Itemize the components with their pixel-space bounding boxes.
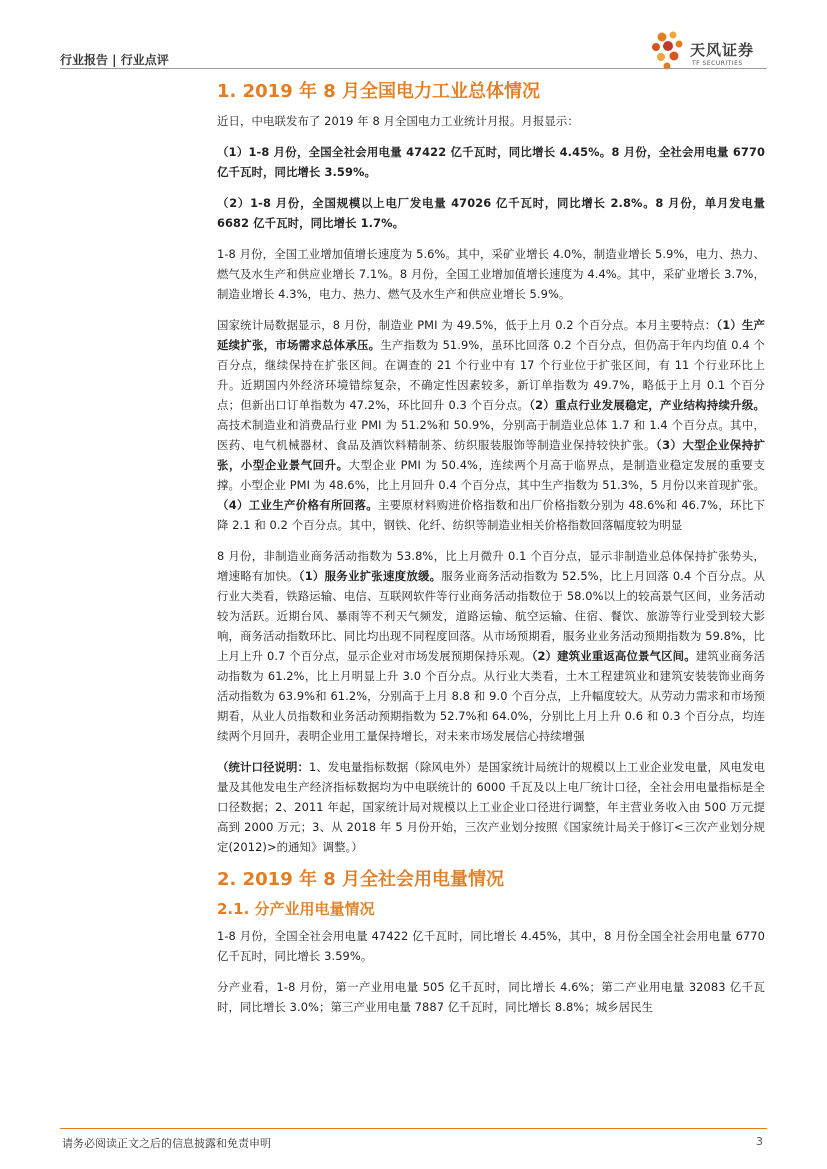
header-breadcrumb: 行业报告 | 行业点评 — [60, 53, 169, 67]
pmi-point-3: （3）大型企业保持扩张，小型企业景气回升。 — [217, 438, 765, 472]
logo-name: 天风证券 — [690, 41, 755, 59]
stat-note-paragraph — [217, 757, 765, 857]
pmi-text-3: 高技术制造业和消费品行业 PMI 为 51.2%和 50.9%，分别高于制造业总体 1.7 和 1.4 个百分点。其中，医药、电气机械器材、食品及酒饮料精制茶、纺织服装服饰等制造业保持较快扩张。 — [217, 418, 765, 452]
header-divider — [60, 68, 767, 69]
logo — [648, 30, 778, 76]
footer-divider — [60, 1128, 767, 1129]
stat-note-label: （统计口径说明： — [217, 760, 310, 774]
industry-paragraph: 1-8 月份，全国工业增加值增长速度为 5.6%。其中，采矿业增长 4.0%，制造业增长 5.9%，电力、热力、燃气及水生产和供应业增长 7.1%。8 月份，全国工业增加值增长速度为 4.4%。其中，采矿业增长 3.7%，制造业增长 4.3%，电力、热力、燃气及水生产和供应业增长 5.9%。 — [217, 247, 765, 301]
pmi-point-1: （1）生产延续扩张，市场需求总体承压。 — [217, 318, 765, 352]
section2-paragraph-1: 1-8 月份，全国全社会用电量 47422 亿千瓦时，同比增长 4.45%，其中，8 月份全国全社会用电量 6770 亿千瓦时，同比增长 3.59%。 — [217, 929, 765, 963]
report-body — [217, 80, 765, 1028]
stat-note-text: 1、发电量指标数据（除风电外）是国家统计局统计的规模以上工业企业发电量，风电发电量及其他发电生产经济指标数据均为中电联统计的 6000 千瓦及以上电厂统计口径，全社会用电量指标是全口径数据；2、2011 年起，国家统计局对规模以上工业企业口径进行调整，年主营业务收入由 500 万元提高到 2000 万元；3、从 2018 年 5 月份开始，三次产业划分按照《国家统计局关于修订<三次产业划分规定(2012)>的通知》调整。） — [217, 760, 765, 854]
pmi-text-2: 生产指数为 51.9%，虽环比回落 0.2 个百分点，但仍高于年内均值 0.4 个百分点，继续保持在扩张区间。在调查的 21 个行业中有 17 个行业位于扩张区间，有 11 个行业环比上升。近期国内外经济环境错综复杂，不确定性因素较多，新订单指数为 49.7%，略低于上月 0.1 个百分点；但新出口订单指数为 47.2%，环比回升 0.3 个百分点。 — [217, 338, 766, 412]
footer-disclaimer: 请务必阅读正文之后的信息披露和免责申明 — [62, 1137, 271, 1150]
nonmfg-paragraph — [217, 546, 765, 746]
pmi-text-1: 国家统计局数据显示，8 月份，制造业 PMI 为 49.5%，低于上月 0.2 个百分点。本月主要特点： — [217, 318, 717, 332]
pmi-point-2: （2）重点行业发展稳定，产业结构持续升级。 — [529, 398, 765, 412]
nonmfg-text-3: 建筑业商务活动指数为 61.2%，比上月明显上升 3.0 个百分点。从行业大类看，土木工程建筑业和建筑安装装饰业商务活动指数为 63.9%和 61.2%，分别高于上月 8.8 和 9.0 个百分点，上升幅度较大。从劳动力需求和市场预期看，从业人员指数和业务活动预期指数为 52.7%和 64.0%，分别比上月上升 0.6 和 0.3 个百分点，均连续两个月回升，表明企业用工量保持增长，对未来市场发展信心持续增强 — [217, 649, 765, 743]
page-number: 3 — [756, 1135, 763, 1148]
nonmfg-text-1: 8 月份，非制造业商务活动指数为 53.8%，比上月微升 0.1 个百分点，显示非制造业总体保持扩张势头，增速略有加快。 — [217, 549, 765, 583]
section1-bullet1: （1）1-8 月份，全国全社会用电量 47422 亿千瓦时，同比增长 4.45%。8 月份，全社会用电量 6770 亿千瓦时，同比增长 3.59%。 — [217, 145, 765, 179]
section1-title: 1. 2019 年 8 月全国电力工业总体情况 — [217, 81, 541, 102]
nonmfg-text-2: 服务业商务活动指数为 52.5%，比上月回落 0.4 个百分点。从行业大类看，铁路运输、电信、互联网软件等行业商务活动指数位于 58.0%以上的较高景气区间，业务活动较为活跃。近期台风、暴雨等不利天气频发，道路运输、航空运输、住宿、餐饮、旅游等行业受到较大影响，商务活动指数环比、同比均出现不同程度回落。从市场预期看，服务业业务活动预期指数为 59.8%，比上月上升 0.7 个百分点，显示企业对市场发展预期保持乐观。 — [217, 569, 766, 663]
nonmfg-point-1: （1）服务业扩张速度放缓。 — [298, 569, 442, 583]
logo-flower-icon — [648, 30, 688, 76]
section1-intro: 近日，中电联发布了 2019 年 8 月全国电力工业统计月报。月报显示： — [217, 114, 579, 128]
section1-bullet2: （2）1-8 月份，全国规模以上电厂发电量 47026 亿千瓦时，同比增长 2.8%。8 月份，单月发电量 6682 亿千瓦时，同比增长 1.7%。 — [217, 196, 765, 230]
pmi-text-5: 主要原材料购进价格指数和出厂价格指数分别为 48.6%和 46.7%，环比下降 2.1 和 0.2 个百分点。其中，钢铁、化纤、纺织等制造业相关价格指数回落幅度较为明显 — [217, 498, 765, 532]
pmi-point-4: （4）工业生产价格有所回落。 — [217, 498, 378, 512]
section2-paragraph-2: 分产业看，1-8 月份，第一产业用电量 505 亿千瓦时，同比增长 4.6%；第二产业用电量 32083 亿千瓦时，同比增长 3.0%；第三产业用电量 7887 亿千瓦时，同比增长 8.8%；城乡居民生 — [217, 980, 765, 1014]
pmi-text-4: 大型企业 PMI 为 50.4%，连续两个月高于临界点，是制造业稳定发展的重要支撑。小型企业 PMI 为 48.6%，比上月回升 0.4 个百分点，其中生产指数为 51.3%，5 月份以来首现扩张。 — [217, 458, 765, 492]
logo-sub: TF SECURITIES — [692, 60, 743, 67]
section2-subtitle: 2.1. 分产业用电量情况 — [217, 900, 375, 918]
nonmfg-point-2: （2）建筑业重返高位景气区间。 — [531, 649, 696, 663]
section2-title: 2. 2019 年 8 月全社会用电量情况 — [217, 869, 505, 890]
pmi-paragraph — [217, 315, 765, 535]
